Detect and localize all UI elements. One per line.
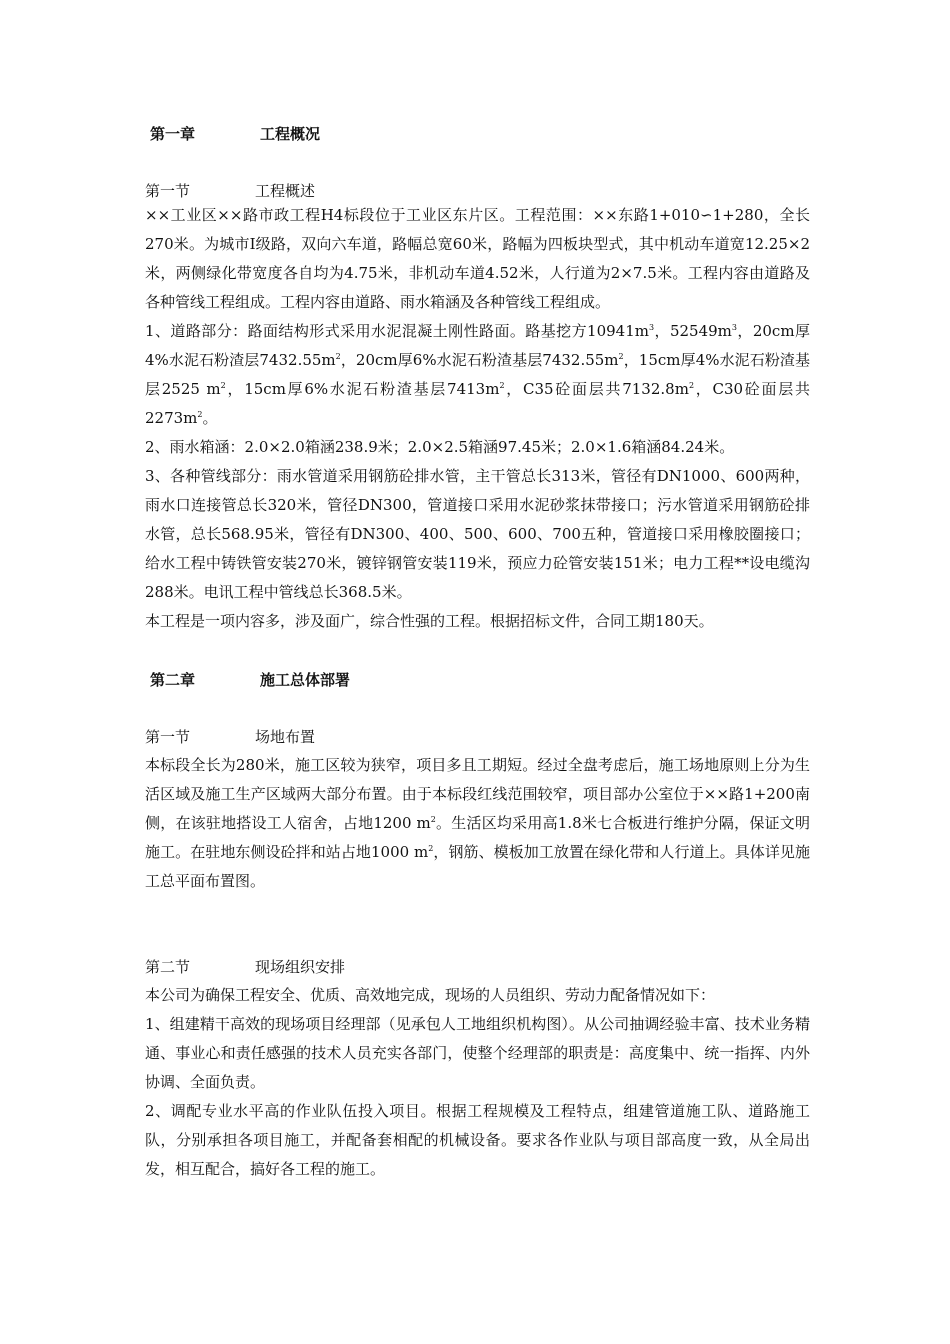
site-text-1: 本标段全长为280米，施工区较为狭窄，项目多且工期短。经过全盘考虑后，施工场地原则上分为生活区域及施工生产区域两大部分布置。由于本标段红线范围较窄，项目部办公室位于××路1+200南侧，在该驻地搭设工人宿舍，占地1200 m: [145, 756, 810, 832]
section-1-1-title: 工程概述: [255, 182, 316, 200]
road-text-7: ，C35砼面层共7132.8m: [504, 380, 689, 398]
site-text-2: 。生活区均采用高1.8米七合板进行维护分隔，保证文明施工。在驻地东侧设砼拌和站占地1000 m: [145, 814, 810, 861]
section-2-1-body: [145, 751, 810, 896]
organization-item-2-paragraph: 2、调配专业水平高的作业队伍投入项目。根据工程规模及工程特点，组建管道施工队、道路施工队，分别承担各项目施工，并配备套相配的机械设备。要求各作业队与项目部高度一致，从全局出发，相互配合，搞好各工程的施工。: [145, 1102, 810, 1178]
site-text-3: ，钢筋、模板加工放置在绿化带和人行道上。具体详见施工总平面布置图。: [145, 843, 810, 890]
section-2-2-heading: [145, 957, 346, 977]
pipelines-paragraph: 3、各种管线部分：雨水管道采用钢筋砼排水管，主干管总长313米，管径有DN1000、600两种，雨水口连接管总长320米，管径DN300，管道接口采用水泥砂浆抹带接口；污水管道采用钢筋砼排水管，总长568.95米，管径有DN300、400、500、600、700五种，管道接口采用橡胶圈接口；给水工程中铸铁管安装270米，镀锌钢管安装119米，预应力砼管安装151米；电力工程**设电缆沟288米。电讯工程中管线总长368.5米。: [145, 467, 810, 601]
chapter-1-title: 工程概况: [260, 125, 321, 143]
superscript-2: 2: [618, 352, 624, 361]
road-text-2: ，52549m: [654, 322, 732, 340]
section-2-2-number: 第二节: [145, 958, 191, 976]
superscript-3: 3: [731, 323, 737, 332]
section-2-1-heading: [145, 727, 316, 747]
organization-item-1-paragraph: 1、组建精干高效的现场项目经理部（见承包人工地组织机构图）。从公司抽调经验丰富、技术业务精通、事业心和责任感强的技术人员充实各部门，使整个经理部的职责是：高度集中、统一指挥、内外协调、全面负责。: [145, 1015, 810, 1091]
section-1-1-body: [145, 201, 810, 636]
section-2-2-title: 现场组织安排: [255, 958, 346, 976]
superscript-2: 2: [428, 844, 434, 853]
road-text-4: ，20cm厚6%水泥石粉渣基层7432.55m: [340, 351, 619, 369]
chapter-1-heading: [150, 124, 321, 144]
summary-paragraph: 本工程是一项内容多，涉及面广，综合性强的工程。根据招标文件，合同工期180天。: [145, 612, 714, 630]
superscript-2: 2: [688, 381, 695, 390]
road-text-3: ，20cm厚4%水泥石粉渣层7432.55m: [145, 322, 810, 369]
chapter-1-number: 第一章: [150, 125, 196, 143]
road-text-1: 1、道路部分：路面结构形式采用水泥混凝土刚性路面。路基挖方10941m: [145, 322, 649, 340]
chapter-2-heading: [150, 670, 351, 690]
road-works-paragraph: [145, 317, 810, 433]
superscript-2: 2: [499, 381, 505, 390]
project-overview-paragraph: ××工业区××路市政工程H4标段位于工业区东片区。工程范围：××东路1+010∽1+280，全长270米。为城市Ⅰ级路，双向六车道，路幅总宽60米，路幅为四板块型式，其中机动车道宽12.25×2米，两侧绿化带宽度各自均为4.75米，非机动车道4.52米，人行道为2×7.5米。工程内容由道路及各种管线工程组成。工程内容由道路、雨水箱涵及各种管线工程组成。: [145, 206, 810, 311]
superscript-2: 2: [197, 410, 203, 419]
section-1-1-number: 第一节: [145, 182, 191, 200]
superscript-2: 2: [220, 381, 226, 390]
chapter-2-number: 第二章: [150, 671, 196, 689]
site-layout-paragraph: [145, 751, 810, 896]
section-1-1-heading: [145, 181, 316, 201]
superscript-2: 2: [335, 352, 341, 361]
chapter-2-title: 施工总体部署: [260, 671, 351, 689]
superscript-2: 2: [430, 815, 436, 824]
road-text-8: ，C30砼面层共2273m: [145, 380, 810, 427]
section-2-1-title: 场地布置: [255, 728, 316, 746]
road-text-9: 。: [202, 409, 218, 427]
road-text-6: ，15cm厚6%水泥石粉渣基层7413m: [225, 380, 500, 398]
superscript-3: 3: [648, 323, 655, 332]
organization-intro-paragraph: 本公司为确保工程安全、优质、高效地完成，现场的人员组织、劳动力配备情况如下：: [145, 986, 716, 1004]
section-2-2-body: [145, 981, 810, 1184]
section-2-1-number: 第一节: [145, 728, 191, 746]
culvert-paragraph: 2、雨水箱涵：2.0×2.0箱涵238.9米；2.0×2.5箱涵97.45米；2.0×1.6箱涵84.24米。: [145, 438, 735, 456]
road-text-5: ，15cm厚4%水泥石粉渣基层2525 m: [145, 351, 811, 398]
